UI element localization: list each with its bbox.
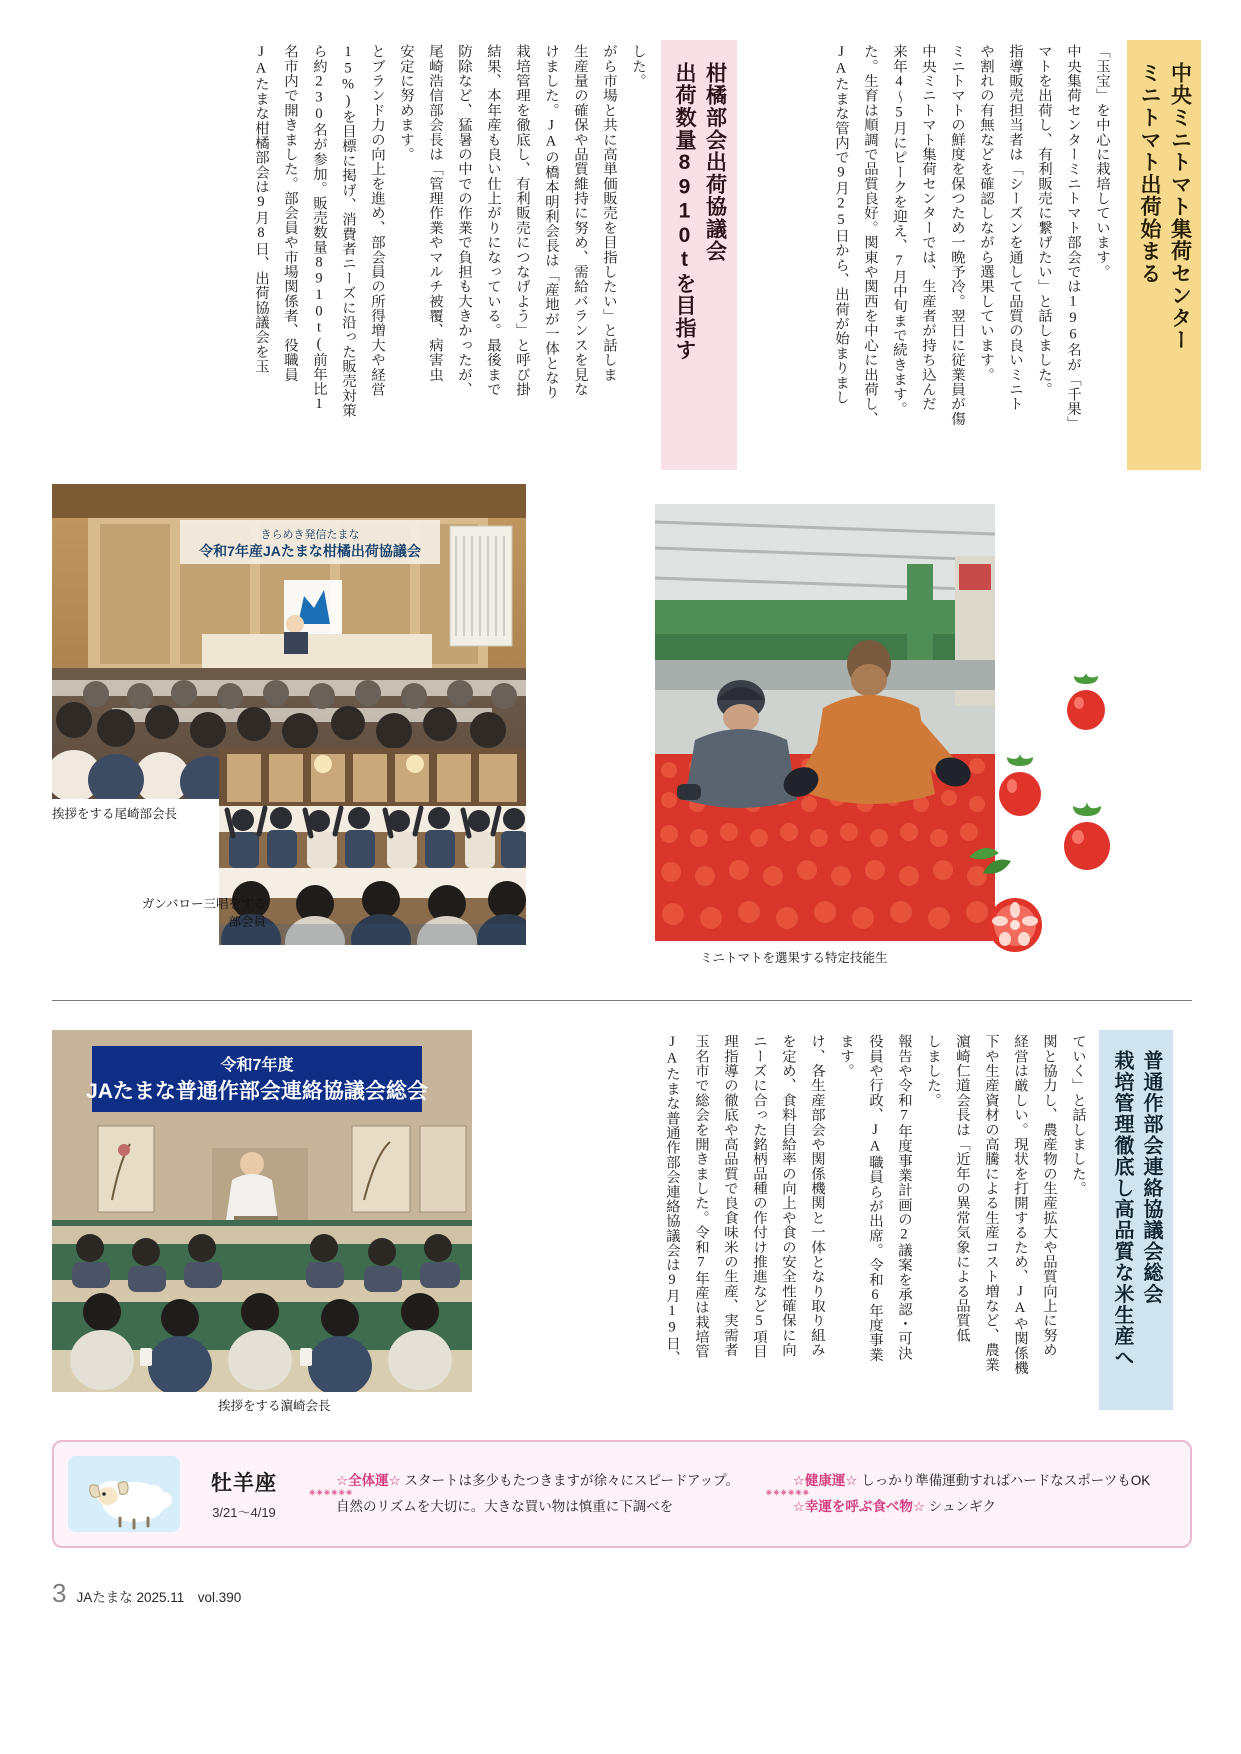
article-futsusaku-body (654, 1034, 1089, 1404)
caption-tomato-sorting: ミニトマトを選果する特定技能生 (700, 951, 888, 965)
article-minitomato-line: JAたまな管内で9月25日から、出荷が始まりまし (833, 44, 849, 405)
article-futsusaku-line: 玉名市で総会を開きました。令和7年産は栽培管 (693, 1034, 709, 1359)
horoscope-divider-dots-right: ✷✷✷✷✷✷ (764, 1487, 810, 1499)
article-futsusaku-heading-line1: 栽培管理徹底し高品質な米生産へ (1111, 1050, 1133, 1368)
horoscope-item (336, 1468, 759, 1494)
article-minitomato-line: 「玉宝」を中心に栽培しています。 (1094, 44, 1110, 280)
article-citrus-line: 名市内で開きました。部会員や市場関係者、役職員 (282, 44, 298, 382)
article-futsusaku-line: 下や生産資材の高騰による生産コスト増など、農業 (983, 1034, 999, 1372)
article-citrus-line: けました。JAの橋本明利会長は「産地が一体となり (543, 44, 559, 400)
article-citrus-line: 15%)を目標に掲げ、消費者ニーズに沿った販売対策 (340, 44, 356, 418)
horoscope-box (52, 1440, 1192, 1548)
article-minitomato-line: や割れの有無などを確認しながら選果しています。 (978, 44, 994, 382)
horoscope-right-text-1: シュンギク (928, 1499, 996, 1514)
horoscope-right-label-0: ☆健康運☆ (792, 1473, 858, 1489)
horoscope-sign (180, 1467, 308, 1521)
article-minitomato-line: マトを出荷し、有利販売に繋げたい」と話しました。 (1036, 44, 1052, 397)
horoscope-item (336, 1494, 759, 1520)
article-minitomato-line: ミニトマトの鮮度を保つため一晩予冷。翌日に従業員が傷 (949, 44, 965, 426)
horoscope-divider-dots-left: ✷✷✷✷✷✷ (308, 1487, 353, 1499)
svg-text:きらめき発信たまな: きらめき発信たまな (260, 529, 360, 541)
horoscope-sign-name: 牡羊座 (210, 1472, 278, 1495)
article-citrus-line: JAたまな柑橘部会は9月8日、出荷協議会を玉 (253, 44, 269, 374)
svg-text:令和7年産JAたまな柑橘出荷協議会: 令和7年産JAたまな柑橘出荷協議会 (199, 543, 421, 559)
article-citrus-line: 生産量の確保や品質維持に努め、需給バランスを見な (572, 44, 588, 397)
photo-futsusaku-meeting (52, 1030, 472, 1392)
tomato-decoration-icon (992, 752, 1048, 827)
article-minitomato-line: 指導販売担当者は「シーズンを通して品質の良いミニト (1007, 44, 1023, 412)
article-citrus-line: 尾崎浩信部会長は「管理作業やマルチ被覆、病害虫 (427, 44, 443, 382)
article-citrus-line: 栽培管理を徹底し、有利販売につなげよう」と呼び掛 (514, 44, 530, 397)
article-citrus-line: ら約230名が参加。販売数量8910t(前年比1 (311, 44, 327, 413)
tomato-cut-half-icon (985, 895, 1045, 960)
article-minitomato-heading (1127, 40, 1201, 470)
article-futsusaku-line: 経営は厳しい。現状を打開するため、JAや関係機 (1012, 1034, 1028, 1376)
article-minitomato-line: 来年4〜5月にピークを迎え、7月中旬まで続きます。 (891, 44, 907, 416)
page-footer (52, 1578, 241, 1609)
article-minitomato-heading-line1: ミニトマト出荷始まる (1138, 62, 1161, 285)
article-citrus-line: 防除など、猛暑の中での作業で負担も大きかったが、 (456, 44, 472, 397)
article-futsusaku-line: ていく」と話しました。 (1070, 1034, 1086, 1196)
article-futsusaku-line: 報告や令和7年度事業計画の2議案を承認・可決 (896, 1034, 912, 1361)
horoscope-left-label-0: ☆全体運☆ (336, 1473, 401, 1489)
horoscope-right-text-0: しっかり準備運動すればハードなスポーツもOK (861, 1473, 1151, 1489)
article-futsusaku-line: 理指導の徹底や高品質で良食味米の生産、実需者 (722, 1034, 738, 1358)
article-futsusaku-line: け、各生産部会や関係機関と一体となり取り組み (809, 1034, 825, 1358)
article-citrus-line: 結果、本年産も良い仕上がりになっている。最後まで (485, 44, 501, 397)
footer-issue-info: JAたまな 2025.11 vol.390 (76, 1590, 242, 1605)
horoscope-item (793, 1468, 1170, 1494)
article-citrus-heading-line2: 柑橘部会出荷協議会 (703, 62, 727, 263)
horoscope-left-column (330, 1468, 765, 1519)
article-citrus-line: 安定に努めます。 (398, 44, 414, 162)
article-futsusaku-line: 濵崎仁道会長は「近年の異常気象による品質低 (954, 1034, 970, 1343)
article-futsusaku-line: JAたまな普通作部会連絡協議会は9月19日、 (664, 1034, 680, 1366)
caption-ganbaro-line2: 部会員 (228, 915, 266, 929)
photo-tomato-sorting (655, 504, 995, 941)
article-futsusaku-heading (1099, 1030, 1173, 1410)
article-citrus-line: がら市場と共に高単価販売を目指したい」と話しま (601, 44, 617, 382)
article-minitomato-line: 中央ミニトマト集荷センターでは、生産者が持ち込んだ (920, 44, 936, 412)
caption-futsusaku-meeting: 挨拶をする濵崎会長 (218, 1399, 331, 1413)
caption-ganbaro-line1: ガンバロー三唱をする (141, 897, 266, 911)
caption-citrus-meeting: 挨拶をする尾崎部会長 (52, 807, 178, 821)
tomato-leaf-icon (965, 835, 1021, 882)
article-citrus-heading-line1: 出荷数量8910tを目指す (673, 62, 696, 362)
page-number: 3 (52, 1578, 67, 1608)
article-minitomato-line: 中央集荷センターミニトマト部会では196名が「千果」 (1065, 44, 1081, 431)
section-divider (52, 1000, 1192, 1001)
article-citrus-line: とブランド力の向上を進め、部会員の所得増大や経営 (369, 44, 385, 397)
article-minitomato-heading-line2: 中央ミニトマト集荷センター (1168, 62, 1192, 352)
article-citrus-line: した。 (630, 44, 646, 89)
article-futsusaku-line: を定め、食料自給率の向上や食の安全性確保に向 (780, 1034, 796, 1358)
tomato-decoration-icon (1060, 672, 1112, 743)
article-minitomato-line: た。生育は順調で品質良好。関東や関西を中心に出荷し、 (862, 44, 878, 426)
article-futsusaku-line: しました。 (925, 1034, 941, 1108)
horoscope-right-label-1: ☆幸運を呼ぶ食べ物☆ (792, 1499, 925, 1514)
horoscope-left-text-1: 自然のリズムを大切に。大きな買い物は慎重に下調べを (336, 1499, 674, 1514)
article-citrus-body (243, 44, 649, 464)
article-futsusaku-line: 役員や行政、JA職員らが出席。令和6年度事業 (867, 1034, 883, 1362)
svg-text:令和7年度: 令和7年度 (220, 1057, 294, 1074)
article-futsusaku-line: ます。 (838, 1034, 854, 1079)
article-futsusaku-line: ニーズに合った銘柄品種の作付け推進など5項目 (751, 1034, 767, 1359)
horoscope-right-column (787, 1468, 1176, 1519)
article-citrus-heading (661, 40, 737, 470)
article-futsusaku-line: 関と協力し、農産物の生産拡大や品質向上に努め (1041, 1034, 1057, 1358)
horoscope-left-text-0: スタートは多少もたつきますが徐々にスピードアップ。 (404, 1473, 740, 1489)
horoscope-item (793, 1494, 1170, 1520)
article-minitomato-body (823, 44, 1113, 464)
svg-text:JAたまな普通作部会連絡協議会総会: JAたまな普通作部会連絡協議会総会 (86, 1080, 428, 1103)
horoscope-sign-date: 3/21〜4/19 (212, 1505, 276, 1520)
article-futsusaku-heading-line2: 普通作部会連絡協議会総会 (1140, 1050, 1162, 1305)
aries-sheep-illustration (68, 1456, 180, 1532)
tomato-decoration-icon (1056, 800, 1118, 881)
